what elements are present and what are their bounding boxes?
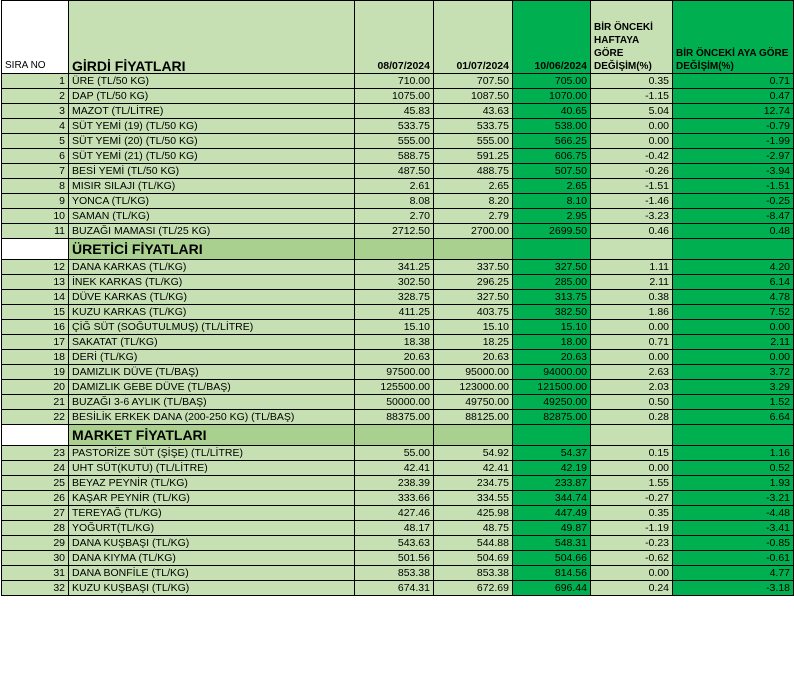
item-name: İNEK KARKAS (TL/KG) xyxy=(69,275,355,290)
price-date2: 18.25 xyxy=(434,335,513,350)
price-date1: 8.08 xyxy=(355,194,434,209)
price-date1: 487.50 xyxy=(355,164,434,179)
section-empty-cell xyxy=(513,239,591,260)
price-date1: 853.38 xyxy=(355,566,434,581)
table-row xyxy=(2,536,794,551)
price-date2: 504.69 xyxy=(434,551,513,566)
row-number: 18 xyxy=(2,350,69,365)
weekly-change: 0.35 xyxy=(591,74,673,89)
item-name: DANA KUŞBAŞI (TL/KG) xyxy=(69,536,355,551)
row-number: 12 xyxy=(2,260,69,275)
row-number: 11 xyxy=(2,224,69,239)
price-date2: 2700.00 xyxy=(434,224,513,239)
item-name: DANA BONFİLE (TL/KG) xyxy=(69,566,355,581)
price-table xyxy=(1,0,794,596)
price-date1: 302.50 xyxy=(355,275,434,290)
price-date3: 382.50 xyxy=(513,305,591,320)
row-number: 13 xyxy=(2,275,69,290)
weekly-change: 2.63 xyxy=(591,365,673,380)
row-number: 2 xyxy=(2,89,69,104)
price-date1: 501.56 xyxy=(355,551,434,566)
row-number: 22 xyxy=(2,410,69,425)
item-name: SÜT YEMİ (19) (TL/50 KG) xyxy=(69,119,355,134)
price-date3: 233.87 xyxy=(513,476,591,491)
row-number: 16 xyxy=(2,320,69,335)
monthly-change: 6.14 xyxy=(673,275,794,290)
item-name: SÜT YEMİ (20) (TL/50 KG) xyxy=(69,134,355,149)
row-number: 15 xyxy=(2,305,69,320)
weekly-change: 0.71 xyxy=(591,335,673,350)
price-date2: 49750.00 xyxy=(434,395,513,410)
section-header-row xyxy=(2,239,794,260)
row-number: 28 xyxy=(2,521,69,536)
table-row xyxy=(2,350,794,365)
monthly-change-header: BİR ÖNCEKİ AYA GÖRE DEĞİŞİM(%) xyxy=(673,1,794,74)
monthly-change: -4.48 xyxy=(673,506,794,521)
monthly-change: -2.97 xyxy=(673,149,794,164)
price-date1: 97500.00 xyxy=(355,365,434,380)
date1-header: 08/07/2024 xyxy=(355,1,434,74)
weekly-change: 0.00 xyxy=(591,134,673,149)
row-number: 31 xyxy=(2,566,69,581)
weekly-change: 5.04 xyxy=(591,104,673,119)
table-row xyxy=(2,74,794,89)
girdi-fiyatlari-header: GİRDİ FİYATLARI xyxy=(69,1,355,74)
table-row xyxy=(2,104,794,119)
weekly-change: -1.51 xyxy=(591,179,673,194)
weekly-change: 0.15 xyxy=(591,446,673,461)
monthly-change: -0.61 xyxy=(673,551,794,566)
row-number: 3 xyxy=(2,104,69,119)
table-row xyxy=(2,335,794,350)
price-date2: 403.75 xyxy=(434,305,513,320)
price-date1: 48.17 xyxy=(355,521,434,536)
monthly-change: 0.52 xyxy=(673,461,794,476)
monthly-change: -8.47 xyxy=(673,209,794,224)
price-date1: 411.25 xyxy=(355,305,434,320)
section-title: ÜRETİCİ FİYATLARI xyxy=(69,239,355,260)
price-date1: 333.66 xyxy=(355,491,434,506)
price-date1: 2.70 xyxy=(355,209,434,224)
price-date2: 707.50 xyxy=(434,74,513,89)
weekly-change: 0.00 xyxy=(591,461,673,476)
table-row xyxy=(2,491,794,506)
monthly-change: 4.78 xyxy=(673,290,794,305)
price-date3: 538.00 xyxy=(513,119,591,134)
row-number: 1 xyxy=(2,74,69,89)
monthly-change: 0.47 xyxy=(673,89,794,104)
table-row xyxy=(2,134,794,149)
price-date1: 15.10 xyxy=(355,320,434,335)
item-name: MISIR SILAJI (TL/KG) xyxy=(69,179,355,194)
price-date3: 696.44 xyxy=(513,581,591,596)
weekly-change: 0.00 xyxy=(591,350,673,365)
price-date3: 606.75 xyxy=(513,149,591,164)
row-number: 21 xyxy=(2,395,69,410)
price-date1: 674.31 xyxy=(355,581,434,596)
price-date2: 88125.00 xyxy=(434,410,513,425)
price-date3: 18.00 xyxy=(513,335,591,350)
weekly-change: 0.46 xyxy=(591,224,673,239)
weekly-change: 1.11 xyxy=(591,260,673,275)
table-row xyxy=(2,365,794,380)
price-date1: 125500.00 xyxy=(355,380,434,395)
section-title: MARKET FİYATLARI xyxy=(69,425,355,446)
price-date1: 710.00 xyxy=(355,74,434,89)
row-number: 4 xyxy=(2,119,69,134)
table-row xyxy=(2,521,794,536)
weekly-change: 1.55 xyxy=(591,476,673,491)
row-number: 7 xyxy=(2,164,69,179)
price-date1: 533.75 xyxy=(355,119,434,134)
weekly-change: -0.42 xyxy=(591,149,673,164)
monthly-change: -3.94 xyxy=(673,164,794,179)
price-date3: 507.50 xyxy=(513,164,591,179)
section-empty-cell xyxy=(355,239,434,260)
table-row xyxy=(2,506,794,521)
price-date2: 853.38 xyxy=(434,566,513,581)
date3-header: 10/06/2024 xyxy=(513,1,591,74)
item-name: DERİ (TL/KG) xyxy=(69,350,355,365)
section-number-cell xyxy=(2,425,69,446)
section-empty-cell xyxy=(513,425,591,446)
price-date2: 337.50 xyxy=(434,260,513,275)
weekly-change: 0.28 xyxy=(591,410,673,425)
price-date3: 40.65 xyxy=(513,104,591,119)
price-date1: 42.41 xyxy=(355,461,434,476)
row-number: 23 xyxy=(2,446,69,461)
price-date1: 45.83 xyxy=(355,104,434,119)
table-row xyxy=(2,89,794,104)
section-header-row xyxy=(2,425,794,446)
monthly-change: 0.71 xyxy=(673,74,794,89)
weekly-change: -0.23 xyxy=(591,536,673,551)
section-empty-cell xyxy=(434,239,513,260)
price-date1: 543.63 xyxy=(355,536,434,551)
row-number: 6 xyxy=(2,149,69,164)
section-empty-cell xyxy=(591,239,673,260)
price-date1: 427.46 xyxy=(355,506,434,521)
monthly-change: 0.48 xyxy=(673,224,794,239)
table-row xyxy=(2,194,794,209)
weekly-change: 2.03 xyxy=(591,380,673,395)
monthly-change: 1.16 xyxy=(673,446,794,461)
table-row xyxy=(2,395,794,410)
section-empty-cell xyxy=(355,425,434,446)
table-row xyxy=(2,179,794,194)
price-date2: 544.88 xyxy=(434,536,513,551)
item-name: DANA KARKAS (TL/KG) xyxy=(69,260,355,275)
price-date1: 328.75 xyxy=(355,290,434,305)
item-name: ÜRE (TL/50 KG) xyxy=(69,74,355,89)
price-date3: 285.00 xyxy=(513,275,591,290)
monthly-change: 0.00 xyxy=(673,350,794,365)
weekly-change: -0.27 xyxy=(591,491,673,506)
price-date3: 2699.50 xyxy=(513,224,591,239)
monthly-change: 4.20 xyxy=(673,260,794,275)
price-date3: 82875.00 xyxy=(513,410,591,425)
table-row xyxy=(2,581,794,596)
monthly-change: 1.93 xyxy=(673,476,794,491)
row-number: 9 xyxy=(2,194,69,209)
table-row xyxy=(2,380,794,395)
item-name: KUZU KUŞBAŞI (TL/KG) xyxy=(69,581,355,596)
item-name: YONCA (TL/KG) xyxy=(69,194,355,209)
price-date2: 42.41 xyxy=(434,461,513,476)
price-date3: 1070.00 xyxy=(513,89,591,104)
table-row xyxy=(2,260,794,275)
item-name: BUZAĞI 3-6 AYLIK (TL/BAŞ) xyxy=(69,395,355,410)
price-date1: 555.00 xyxy=(355,134,434,149)
item-name: DAMIZLIK GEBE DÜVE (TL/BAŞ) xyxy=(69,380,355,395)
monthly-change: -0.85 xyxy=(673,536,794,551)
price-date2: 123000.00 xyxy=(434,380,513,395)
price-date3: 49250.00 xyxy=(513,395,591,410)
section-number-cell xyxy=(2,239,69,260)
price-date3: 344.74 xyxy=(513,491,591,506)
price-date2: 234.75 xyxy=(434,476,513,491)
price-date3: 8.10 xyxy=(513,194,591,209)
price-date1: 18.38 xyxy=(355,335,434,350)
header-row xyxy=(2,1,794,74)
row-number: 14 xyxy=(2,290,69,305)
item-name: SAKATAT (TL/KG) xyxy=(69,335,355,350)
price-date2: 555.00 xyxy=(434,134,513,149)
price-date1: 50000.00 xyxy=(355,395,434,410)
item-name: YOĞURT(TL/KG) xyxy=(69,521,355,536)
table-row xyxy=(2,164,794,179)
price-date2: 8.20 xyxy=(434,194,513,209)
price-date3: 94000.00 xyxy=(513,365,591,380)
price-date2: 54.92 xyxy=(434,446,513,461)
table-row xyxy=(2,149,794,164)
weekly-change: -3.23 xyxy=(591,209,673,224)
item-name: DAMIZLIK DÜVE (TL/BAŞ) xyxy=(69,365,355,380)
price-date1: 2712.50 xyxy=(355,224,434,239)
table-row xyxy=(2,224,794,239)
weekly-change: -1.46 xyxy=(591,194,673,209)
row-number: 19 xyxy=(2,365,69,380)
monthly-change: -1.51 xyxy=(673,179,794,194)
item-name: MAZOT (TL/LİTRE) xyxy=(69,104,355,119)
price-date3: 566.25 xyxy=(513,134,591,149)
table-row xyxy=(2,320,794,335)
weekly-change: 2.11 xyxy=(591,275,673,290)
price-date2: 488.75 xyxy=(434,164,513,179)
item-name: BESİLİK ERKEK DANA (200-250 KG) (TL/BAŞ) xyxy=(69,410,355,425)
weekly-change: 0.00 xyxy=(591,320,673,335)
item-name: SÜT YEMİ (21) (TL/50 KG) xyxy=(69,149,355,164)
monthly-change: -3.41 xyxy=(673,521,794,536)
price-date3: 548.31 xyxy=(513,536,591,551)
price-date1: 238.39 xyxy=(355,476,434,491)
item-name: DÜVE KARKAS (TL/KG) xyxy=(69,290,355,305)
row-number: 17 xyxy=(2,335,69,350)
price-date2: 2.79 xyxy=(434,209,513,224)
price-date3: 54.37 xyxy=(513,446,591,461)
item-name: ÇİĞ SÜT (SOĞUTULMUŞ) (TL/LİTRE) xyxy=(69,320,355,335)
monthly-change: 1.52 xyxy=(673,395,794,410)
section-empty-cell xyxy=(673,425,794,446)
price-date1: 55.00 xyxy=(355,446,434,461)
price-date1: 341.25 xyxy=(355,260,434,275)
row-number: 27 xyxy=(2,506,69,521)
monthly-change: -3.21 xyxy=(673,491,794,506)
price-date1: 88375.00 xyxy=(355,410,434,425)
monthly-change: 0.00 xyxy=(673,320,794,335)
price-date3: 705.00 xyxy=(513,74,591,89)
price-date3: 20.63 xyxy=(513,350,591,365)
section-empty-cell xyxy=(591,425,673,446)
item-name: SAMAN (TL/KG) xyxy=(69,209,355,224)
price-date3: 2.65 xyxy=(513,179,591,194)
row-number: 32 xyxy=(2,581,69,596)
weekly-change: 0.35 xyxy=(591,506,673,521)
price-date2: 48.75 xyxy=(434,521,513,536)
price-date1: 20.63 xyxy=(355,350,434,365)
weekly-change: 0.50 xyxy=(591,395,673,410)
row-number: 24 xyxy=(2,461,69,476)
table-row xyxy=(2,275,794,290)
weekly-change-header: BİR ÖNCEKİ HAFTAYA GÖRE DEĞİŞİM(%) xyxy=(591,1,673,74)
price-date2: 20.63 xyxy=(434,350,513,365)
row-number: 8 xyxy=(2,179,69,194)
price-date2: 43.63 xyxy=(434,104,513,119)
monthly-change: -1.99 xyxy=(673,134,794,149)
price-date3: 121500.00 xyxy=(513,380,591,395)
table-row xyxy=(2,119,794,134)
weekly-change: -1.19 xyxy=(591,521,673,536)
price-date3: 327.50 xyxy=(513,260,591,275)
row-number: 20 xyxy=(2,380,69,395)
monthly-change: 3.29 xyxy=(673,380,794,395)
price-date2: 672.69 xyxy=(434,581,513,596)
table-row xyxy=(2,305,794,320)
section-empty-cell xyxy=(673,239,794,260)
price-date3: 504.66 xyxy=(513,551,591,566)
monthly-change: 12.74 xyxy=(673,104,794,119)
row-number: 25 xyxy=(2,476,69,491)
price-date3: 814.56 xyxy=(513,566,591,581)
price-date3: 15.10 xyxy=(513,320,591,335)
price-date3: 447.49 xyxy=(513,506,591,521)
weekly-change: 0.00 xyxy=(591,119,673,134)
table-row xyxy=(2,476,794,491)
sira-no-header: SIRA NO xyxy=(2,1,69,74)
row-number: 10 xyxy=(2,209,69,224)
table-row xyxy=(2,290,794,305)
table-row xyxy=(2,209,794,224)
price-date2: 296.25 xyxy=(434,275,513,290)
price-date1: 588.75 xyxy=(355,149,434,164)
item-name: KUZU KARKAS (TL/KG) xyxy=(69,305,355,320)
weekly-change: 0.38 xyxy=(591,290,673,305)
monthly-change: 4.77 xyxy=(673,566,794,581)
price-date3: 42.19 xyxy=(513,461,591,476)
price-date1: 1075.00 xyxy=(355,89,434,104)
monthly-change: -0.25 xyxy=(673,194,794,209)
item-name: BUZAĞI MAMASI (TL/25 KG) xyxy=(69,224,355,239)
row-number: 5 xyxy=(2,134,69,149)
item-name: KAŞAR PEYNİR (TL/KG) xyxy=(69,491,355,506)
price-date2: 425.98 xyxy=(434,506,513,521)
row-number: 29 xyxy=(2,536,69,551)
price-date2: 533.75 xyxy=(434,119,513,134)
price-date2: 15.10 xyxy=(434,320,513,335)
table-row xyxy=(2,461,794,476)
table-row xyxy=(2,551,794,566)
row-number: 26 xyxy=(2,491,69,506)
item-name: DAP (TL/50 KG) xyxy=(69,89,355,104)
price-date2: 334.55 xyxy=(434,491,513,506)
item-name: DANA KIYMA (TL/KG) xyxy=(69,551,355,566)
monthly-change: 3.72 xyxy=(673,365,794,380)
price-date3: 313.75 xyxy=(513,290,591,305)
item-name: UHT SÜT(KUTU) (TL/LİTRE) xyxy=(69,461,355,476)
price-date3: 49.87 xyxy=(513,521,591,536)
table-row xyxy=(2,446,794,461)
table-row xyxy=(2,410,794,425)
date2-header: 01/07/2024 xyxy=(434,1,513,74)
weekly-change: 0.00 xyxy=(591,566,673,581)
price-date1: 2.61 xyxy=(355,179,434,194)
price-date2: 95000.00 xyxy=(434,365,513,380)
price-date2: 2.65 xyxy=(434,179,513,194)
price-date2: 591.25 xyxy=(434,149,513,164)
item-name: TEREYAĞ (TL/KG) xyxy=(69,506,355,521)
row-number: 30 xyxy=(2,551,69,566)
price-date3: 2.95 xyxy=(513,209,591,224)
price-date2: 1087.50 xyxy=(434,89,513,104)
monthly-change: 7.52 xyxy=(673,305,794,320)
weekly-change: 0.24 xyxy=(591,581,673,596)
weekly-change: -0.62 xyxy=(591,551,673,566)
table-row xyxy=(2,566,794,581)
weekly-change: 1.86 xyxy=(591,305,673,320)
item-name: BESİ YEMİ (TL/50 KG) xyxy=(69,164,355,179)
monthly-change: 6.64 xyxy=(673,410,794,425)
item-name: PASTORİZE SÜT (ŞİŞE) (TL/LİTRE) xyxy=(69,446,355,461)
weekly-change: -0.26 xyxy=(591,164,673,179)
monthly-change: 2.11 xyxy=(673,335,794,350)
monthly-change: -3.18 xyxy=(673,581,794,596)
weekly-change: -1.15 xyxy=(591,89,673,104)
item-name: BEYAZ PEYNİR (TL/KG) xyxy=(69,476,355,491)
price-date2: 327.50 xyxy=(434,290,513,305)
monthly-change: -0.79 xyxy=(673,119,794,134)
section-empty-cell xyxy=(434,425,513,446)
